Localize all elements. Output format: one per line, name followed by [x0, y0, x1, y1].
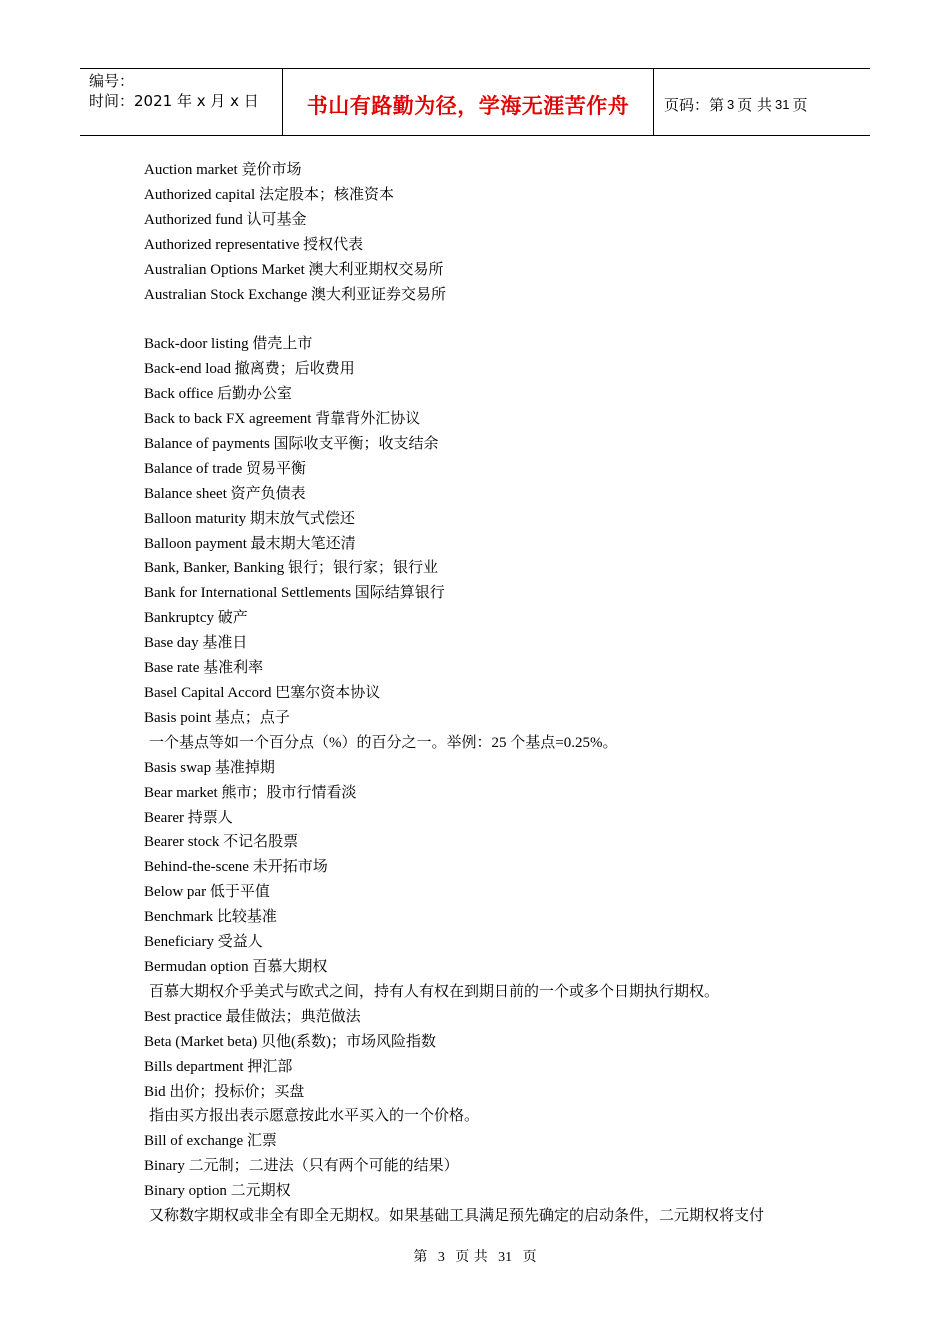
page-footer — [0, 1246, 950, 1266]
glossary-entry: Back-door listing 借壳上市 — [144, 336, 313, 353]
footer-prefix: 第 — [413, 1249, 428, 1265]
header-page-total: 31 — [775, 97, 790, 112]
glossary-entry: Bank for International Settlements 国际结算银行 — [144, 585, 445, 602]
glossary-entry: Bid 出价；投标价；买盘 — [144, 1083, 305, 1100]
page-header — [80, 68, 870, 136]
glossary-entry: Behind-the-scene 未开拓市场 — [144, 859, 328, 876]
glossary-list — [144, 158, 864, 1229]
glossary-entry: Balloon payment 最末期大笔还清 — [144, 535, 356, 552]
glossary-entry: Bear market 熊市；股市行情看淡 — [144, 784, 357, 801]
header-motto-cell — [282, 69, 654, 136]
glossary-entry: Below par 低于平值 — [144, 884, 270, 901]
glossary-entry: Australian Options Market 澳大利亚期权交易所 — [144, 261, 444, 278]
glossary-entry: Beneficiary 受益人 — [144, 934, 263, 951]
glossary-entry: Bill of exchange 汇票 — [144, 1133, 277, 1150]
glossary-entry: Balance sheet 资产负债表 — [144, 485, 306, 502]
glossary-note: 又称数字期权或非全有即全无期权。如果基础工具满足预先确定的启动条件，二元期权将支付 — [149, 1208, 765, 1225]
glossary-entry: Bermudan option 百慕大期权 — [144, 958, 328, 975]
glossary-entry: Bearer 持票人 — [144, 809, 233, 826]
glossary-entry: Binary 二元制；二进法（只有两个可能的结果） — [144, 1158, 459, 1175]
glossary-note: 一个基点等如一个百分点（%）的百分之一。举例：25 个基点=0.25%。 — [149, 734, 618, 751]
glossary-entry: Binary option 二元期权 — [144, 1183, 291, 1200]
glossary-entry: Base day 基准日 — [144, 635, 248, 652]
header-page-mid: 页 共 — [737, 96, 773, 114]
glossary-entry: Basis swap 基准掉期 — [144, 759, 275, 776]
glossary-entry: Benchmark 比较基准 — [144, 909, 277, 926]
glossary-entry: Bills department 押汇部 — [144, 1058, 293, 1075]
glossary-entry: Back to back FX agreement 背靠背外汇协议 — [144, 411, 421, 428]
glossary-entry: Balance of payments 国际收支平衡；收支结余 — [144, 435, 439, 452]
glossary-entry: Back-end load 撤离费；后收费用 — [144, 361, 355, 378]
document-time-label: 时间：2021 年 x 月 x 日 — [89, 92, 259, 110]
glossary-entry: Bank, Banker, Banking 银行；银行家；银行业 — [144, 560, 438, 577]
footer-mid: 页 共 — [455, 1249, 488, 1265]
glossary-entry: Basel Capital Accord 巴塞尔资本协议 — [144, 685, 381, 702]
header-meta-cell — [80, 69, 282, 136]
glossary-entry: Auction market 竞价市场 — [144, 162, 302, 178]
glossary-entry: Australian Stock Exchange 澳大利亚证券交易所 — [144, 286, 447, 303]
blank-line — [144, 307, 864, 332]
glossary-entry: Basis point 基点；点子 — [144, 709, 290, 726]
header-page-suffix: 页 — [792, 96, 808, 114]
glossary-entry: Base rate 基准利率 — [144, 660, 264, 677]
document-number-label: 编号： — [89, 72, 135, 90]
glossary-entry: Authorized capital 法定股本；核准资本 — [144, 186, 394, 203]
glossary-entry: Balance of trade 贸易平衡 — [144, 460, 307, 477]
header-motto: 书山有路勤为径，学海无涯苦作舟 — [306, 93, 630, 118]
footer-suffix: 页 — [522, 1249, 537, 1265]
glossary-entry: Best practice 最佳做法；典范做法 — [144, 1008, 361, 1025]
header-page-prefix: 页码：第 — [664, 96, 725, 114]
header-page-cell — [654, 69, 870, 136]
glossary-entry: Bearer stock 不记名股票 — [144, 834, 299, 851]
glossary-note: 指由买方报出表示愿意按此水平买入的一个价格。 — [149, 1108, 480, 1125]
glossary-entry: Authorized representative 授权代表 — [144, 236, 364, 253]
glossary-entry: Balloon maturity 期末放气式偿还 — [144, 510, 355, 527]
glossary-entry: Beta (Market beta) 贝他(系数)；市场风险指数 — [144, 1033, 437, 1050]
glossary-note: 百慕大期权介乎美式与欧式之间，持有人有权在到期日前的一个或多个日期执行期权。 — [149, 983, 720, 1000]
glossary-entry: Bankruptcy 破产 — [144, 610, 248, 627]
glossary-entry: Back office 后勤办公室 — [144, 386, 293, 403]
header-page-current: 3 — [727, 97, 735, 112]
footer-page-total: 31 — [498, 1250, 513, 1265]
glossary-entry: Authorized fund 认可基金 — [144, 211, 307, 228]
footer-page-current: 3 — [437, 1250, 445, 1265]
